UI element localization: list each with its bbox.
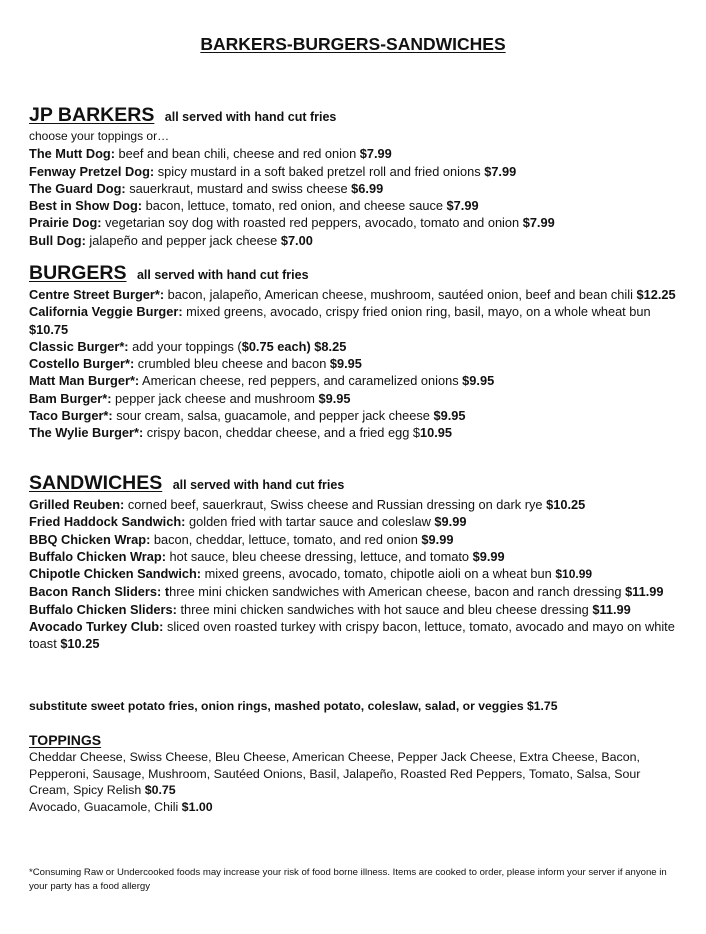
section-barkers bbox=[29, 104, 679, 249]
item-description: sour cream, salsa, guacamole, and pepper jack cheese bbox=[112, 408, 434, 424]
premium-toppings bbox=[29, 799, 679, 816]
item-description: mixed greens, avocado, crispy fried onion ring, basil, mayo, on a whole wheat bun bbox=[182, 304, 651, 320]
item-description: bacon, lettuce, tomato, red onion, and cheese sauce bbox=[142, 198, 447, 214]
menu-item bbox=[29, 531, 679, 548]
menu-item bbox=[29, 180, 679, 197]
item-description: mixed greens, avocado, tomato, chipotle aioli on a wheat bun bbox=[201, 566, 556, 582]
item-name: Grilled Reuben: bbox=[29, 497, 125, 512]
menu-item bbox=[29, 163, 679, 180]
section-title: JP BARKERS bbox=[29, 104, 155, 126]
item-name: The Wylie Burger*: bbox=[29, 425, 144, 441]
item-description: bacon, jalapeño, American cheese, mushroom, sautéed onion, beef and bean chili bbox=[164, 287, 637, 302]
item-price: $6.99 bbox=[351, 180, 384, 196]
menu-item bbox=[29, 583, 679, 600]
item-description: hree mini chicken sandwiches with American cheese, bacon and ranch dressing bbox=[169, 584, 626, 600]
section-header bbox=[29, 262, 679, 286]
item-name: Centre Street Burger*: bbox=[29, 287, 165, 302]
item-price: $9.99 bbox=[434, 514, 467, 530]
menu-item bbox=[29, 424, 679, 441]
item-price: $11.99 bbox=[625, 584, 664, 600]
item-description: crispy bacon, cheddar cheese, and a fried egg $ bbox=[143, 425, 420, 441]
item-price: $10.99 bbox=[555, 567, 593, 582]
item-name: Bacon Ranch Sliders: t bbox=[29, 584, 170, 600]
item-name: Fried Haddock Sandwich: bbox=[29, 514, 186, 530]
item-name: Costello Burger*: bbox=[29, 356, 135, 372]
section-toppings bbox=[29, 731, 679, 815]
menu-item bbox=[29, 355, 679, 372]
section-title: BURGERS bbox=[29, 262, 127, 284]
item-price: $10.75 bbox=[29, 321, 69, 337]
menu-item bbox=[29, 601, 679, 618]
item-price: $9.95 bbox=[318, 390, 351, 406]
item-price: $9.95 bbox=[462, 373, 495, 389]
item-description: corned beef, sauerkraut, Swiss cheese and Russian dressing on dark rye bbox=[124, 497, 547, 512]
item-description: bacon, cheddar, lettuce, tomato, and red onion bbox=[150, 531, 422, 547]
menu-item bbox=[29, 496, 679, 513]
menu-item bbox=[29, 145, 679, 162]
item-name: Taco Burger*: bbox=[29, 408, 113, 424]
item-name: Classic Burger*: bbox=[29, 338, 129, 354]
premium-price: $1.00 bbox=[181, 799, 213, 814]
item-description: American cheese, red peppers, and caramelized onions bbox=[139, 373, 463, 389]
menu-item bbox=[29, 548, 679, 565]
item-price: $7.99 bbox=[446, 198, 479, 214]
section-note: all served with hand cut fries bbox=[172, 478, 345, 492]
item-price: 10.95 bbox=[419, 425, 453, 441]
menu-item bbox=[29, 303, 679, 338]
menu-item bbox=[29, 214, 679, 231]
menu-item bbox=[29, 338, 679, 355]
item-name: BBQ Chicken Wrap: bbox=[29, 531, 151, 547]
menu-item bbox=[29, 286, 679, 303]
item-price: $8.25 bbox=[314, 338, 347, 354]
item-price: $7.00 bbox=[280, 232, 313, 248]
item-price: $12.25 bbox=[636, 287, 676, 302]
item-description: sliced oven roasted turkey with crispy bacon, lettuce, tomato, avocado and mayo on white toast bbox=[29, 619, 675, 652]
item-price: $9.95 bbox=[329, 356, 362, 372]
item-price: $11.99 bbox=[592, 601, 631, 617]
menu-item bbox=[29, 372, 679, 389]
item-description: hot sauce, bleu cheese dressing, lettuce, and tomato bbox=[166, 548, 473, 564]
menu-title: BARKERS-BURGERS-SANDWICHES bbox=[200, 34, 506, 54]
item-description: crumbled bleu cheese and bacon bbox=[134, 356, 330, 372]
menu-item bbox=[29, 618, 679, 653]
menu-item bbox=[29, 565, 679, 583]
item-price: $10.25 bbox=[60, 636, 100, 652]
section-title: SANDWICHES bbox=[29, 472, 163, 494]
section-header bbox=[29, 472, 679, 496]
item-price-extra: $0.75 each) bbox=[241, 338, 311, 354]
item-name: Prairie Dog: bbox=[29, 215, 102, 231]
menu-item bbox=[29, 232, 679, 249]
item-description: sauerkraut, mustard and swiss cheese bbox=[125, 180, 352, 196]
item-description: vegetarian soy dog with roasted red peppers, avocado, tomato and onion bbox=[101, 215, 523, 231]
section-note: all served with hand cut fries bbox=[136, 268, 309, 282]
menu-item bbox=[29, 197, 679, 214]
section-burgers bbox=[29, 262, 679, 442]
item-name: California Veggie Burger: bbox=[29, 304, 183, 320]
menu-item bbox=[29, 513, 679, 530]
item-description: jalapeño and pepper jack cheese bbox=[85, 232, 281, 248]
item-name: Matt Man Burger*: bbox=[29, 373, 140, 389]
section-note: all served with hand cut fries bbox=[164, 110, 337, 124]
allergy-footnote: *Consuming Raw or Undercooked foods may increase your risk of food borne illness. Items are cooked to order, please inform your server if anyone in your party has a food allergy bbox=[29, 867, 667, 892]
item-description: three mini chicken sandwiches with hot sauce and bleu cheese dressing bbox=[176, 601, 593, 617]
item-name: Bull Dog: bbox=[29, 232, 86, 248]
item-name: Best in Show Dog: bbox=[29, 198, 143, 214]
toppings-items: Cheddar Cheese, Swiss Cheese, Bleu Cheese, American Cheese, Pepper Jack Cheese, Extra Cheese, Bacon, Pepperoni, Sausage, Mushroom, Sautéed Onions, Basil, Jalapeño, Roasted Red Peppers, Tomato, Salsa, Sour Cream, Spicy Relish bbox=[29, 750, 641, 797]
item-description: pepper jack cheese and mushroom bbox=[111, 390, 319, 406]
section-sandwiches bbox=[29, 472, 679, 653]
item-name: Bam Burger*: bbox=[29, 390, 112, 406]
item-price: $7.99 bbox=[484, 163, 517, 179]
item-name: Buffalo Chicken Sliders: bbox=[29, 601, 177, 617]
item-price: $10.25 bbox=[546, 497, 586, 512]
item-description: add your toppings ( bbox=[128, 338, 242, 354]
item-name: Fenway Pretzel Dog: bbox=[29, 163, 155, 179]
item-price: $9.99 bbox=[472, 548, 505, 564]
menu-item bbox=[29, 407, 679, 424]
toppings-title: TOPPINGS bbox=[29, 732, 102, 748]
item-price: $7.99 bbox=[359, 146, 392, 162]
item-name: Avocado Turkey Club: bbox=[29, 619, 164, 635]
premium-items: Avocado, Guacamole, Chili bbox=[29, 799, 182, 814]
item-price: $9.99 bbox=[421, 531, 454, 547]
item-price: $9.95 bbox=[433, 408, 466, 424]
item-name: Chipotle Chicken Sandwich: bbox=[29, 566, 202, 582]
item-description: beef and bean chili, cheese and red onion bbox=[115, 146, 360, 162]
item-name: The Guard Dog: bbox=[29, 180, 126, 196]
toppings-price: $0.75 bbox=[144, 783, 176, 797]
item-name: Buffalo Chicken Wrap: bbox=[29, 548, 166, 564]
item-name: The Mutt Dog: bbox=[29, 146, 115, 162]
toppings-list bbox=[29, 749, 679, 799]
section-intro: choose your toppings or… bbox=[29, 129, 170, 143]
menu-item bbox=[29, 390, 679, 407]
item-description: spicy mustard in a soft baked pretzel roll and fried onions bbox=[154, 163, 485, 179]
section-header bbox=[29, 104, 679, 128]
substitute-note: substitute sweet potato fries, onion rings, mashed potato, coleslaw, salad, or veggies $1.75 bbox=[29, 699, 558, 713]
item-price: $7.99 bbox=[522, 215, 555, 231]
item-description: golden fried with tartar sauce and coleslaw bbox=[185, 514, 435, 530]
